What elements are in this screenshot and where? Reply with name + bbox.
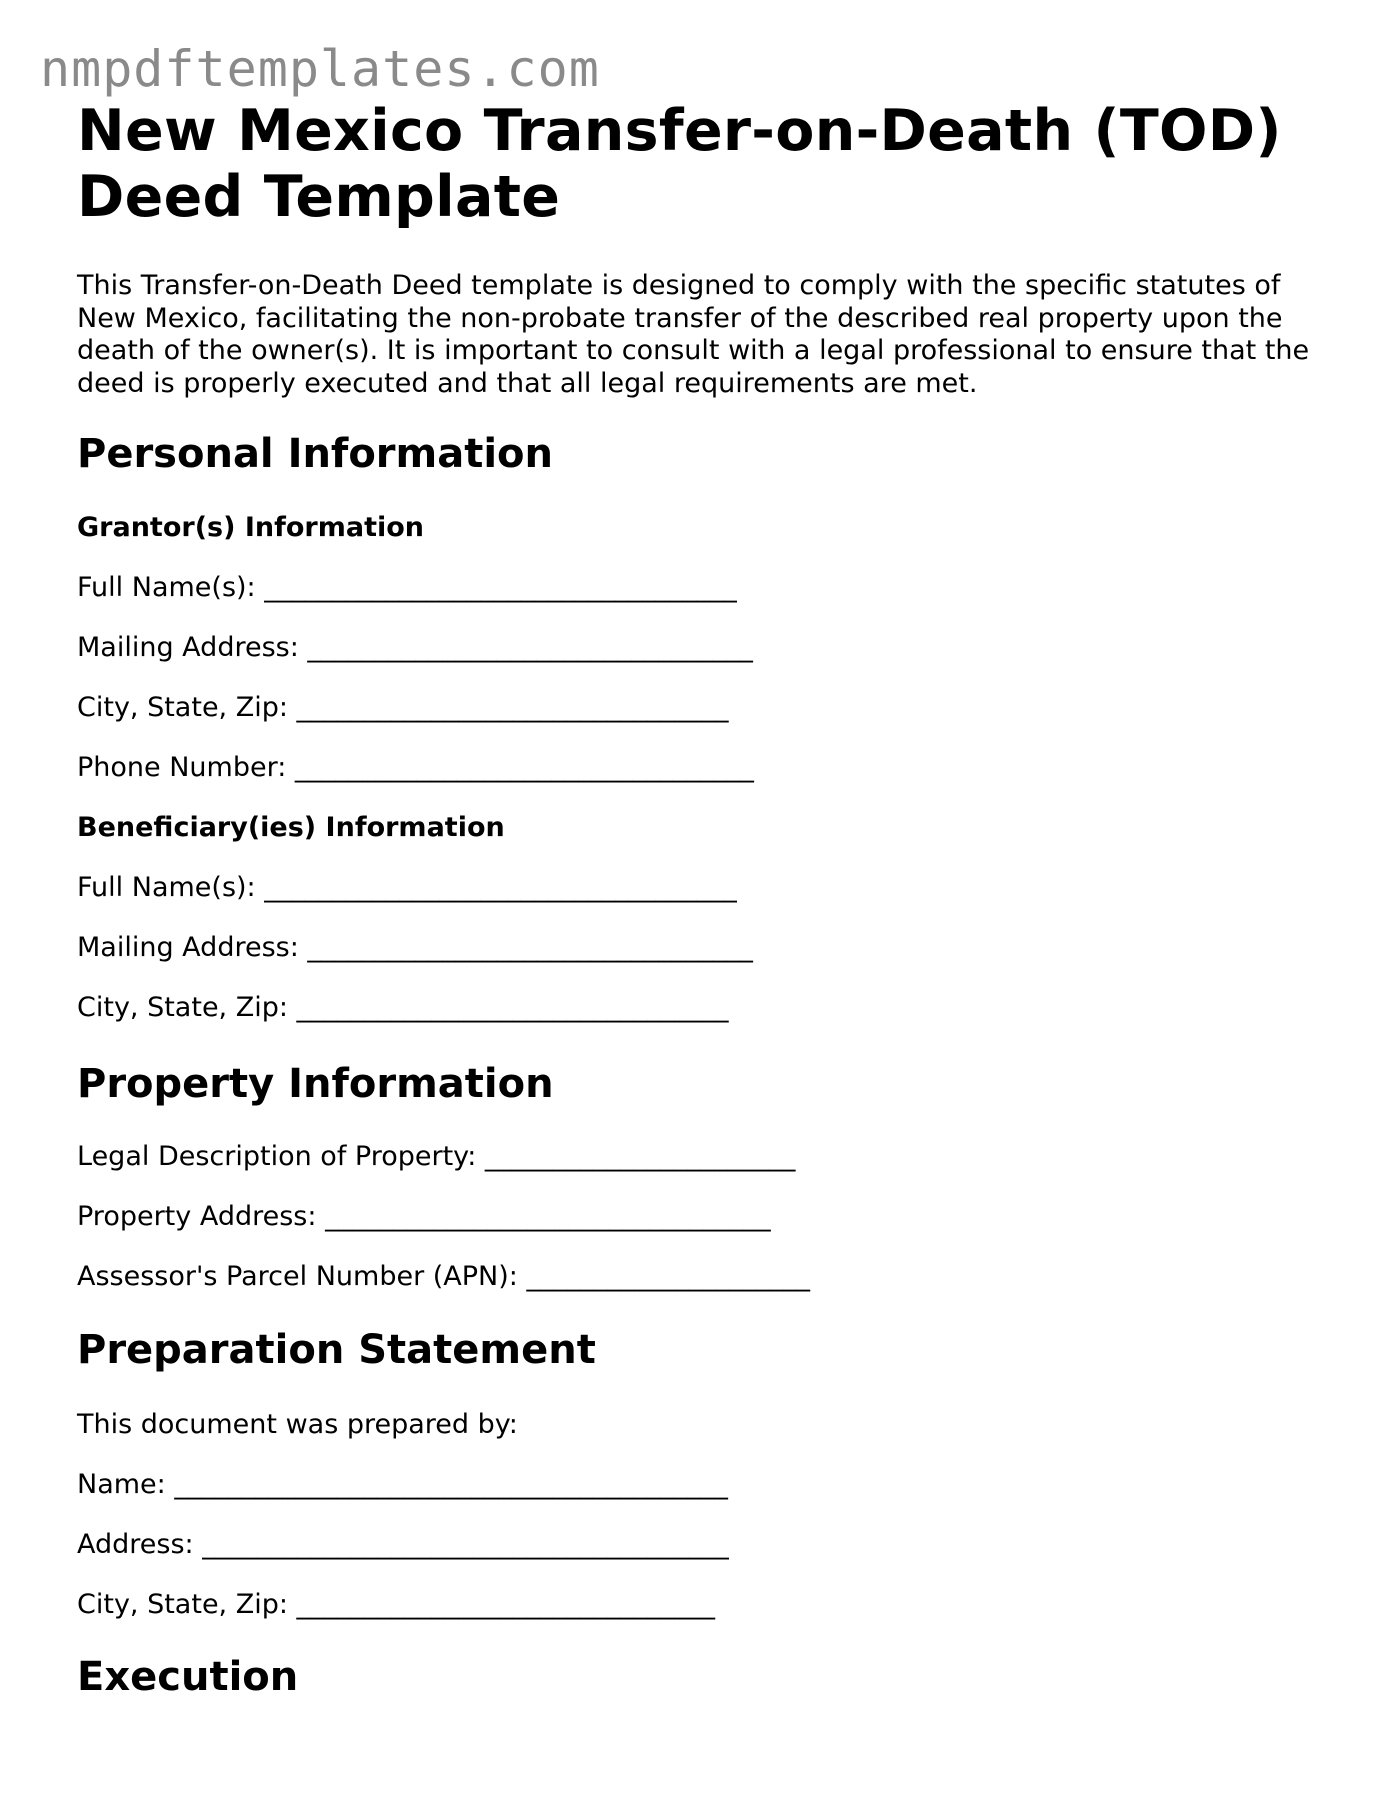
preparer-name-field[interactable] <box>77 1469 728 1501</box>
document <box>77 98 1337 400</box>
field-label: City, State, Zip: <box>77 692 288 723</box>
field-label: Full Name(s): <box>77 572 256 603</box>
field-blank[interactable]: _______________________________ <box>296 1589 716 1620</box>
field-blank[interactable]: _______________________________________ <box>202 1529 729 1560</box>
field-blank[interactable]: _________________________________________ <box>174 1469 728 1500</box>
grantor-info-heading: Grantor(s) Information <box>77 512 425 543</box>
field-blank[interactable]: _________________________________ <box>325 1201 771 1232</box>
beneficiary-info-heading: Beneficiary(ies) Information <box>77 812 505 843</box>
field-blank[interactable]: ________________________________ <box>296 992 729 1023</box>
field-blank[interactable]: ________________________________ <box>296 692 729 723</box>
property-info-heading: Property Information <box>77 1061 554 1107</box>
beneficiary-mailing-address-field[interactable] <box>77 932 753 964</box>
intro-paragraph: This Transfer-on-Death Deed template is designed to comply with the specific statutes of New Mexico, facilitating the non-probate transfer of the described real property upon the death of the owner(s). It is important to consult with a legal professional to ensure that the deed is properly executed and that all legal requirements are met. <box>77 270 1310 399</box>
field-label: Full Name(s): <box>77 872 256 903</box>
legal-description-field[interactable] <box>77 1141 795 1173</box>
field-blank[interactable]: _________________________________ <box>307 632 753 663</box>
field-label: Address: <box>77 1529 194 1560</box>
field-label: Mailing Address: <box>77 932 299 963</box>
field-blank[interactable]: _____________________ <box>526 1261 810 1292</box>
field-label: City, State, Zip: <box>77 992 288 1023</box>
field-blank[interactable]: ___________________________________ <box>264 872 737 903</box>
watermark: nmpdftemplates.com <box>40 40 600 98</box>
field-label: Property Address: <box>77 1201 317 1232</box>
grantor-mailing-address-field[interactable] <box>77 632 753 664</box>
field-blank[interactable]: ___________________________________ <box>264 572 737 603</box>
field-label: Assessor's Parcel Number (APN): <box>77 1261 518 1292</box>
grantor-phone-number-field[interactable] <box>77 752 754 784</box>
page-title: New Mexico Transfer-on-Death (TOD) Deed Template <box>77 98 1282 230</box>
preparation-heading: Preparation Statement <box>77 1327 596 1373</box>
personal-info-heading: Personal Information <box>77 431 553 477</box>
grantor-full-name-field[interactable] <box>77 572 737 604</box>
preparer-city-state-zip-field[interactable] <box>77 1589 715 1621</box>
execution-heading: Execution <box>77 1654 299 1700</box>
beneficiary-city-state-zip-field[interactable] <box>77 992 729 1024</box>
field-label: Name: <box>77 1469 166 1500</box>
property-address-field[interactable] <box>77 1201 771 1233</box>
apn-field[interactable] <box>77 1261 810 1293</box>
preparation-statement: This document was prepared by: <box>77 1409 518 1440</box>
beneficiary-full-name-field[interactable] <box>77 872 737 904</box>
field-label: Phone Number: <box>77 752 287 783</box>
field-label: Legal Description of Property: <box>77 1141 477 1172</box>
field-label: City, State, Zip: <box>77 1589 288 1620</box>
field-blank[interactable]: __________________________________ <box>294 752 754 783</box>
field-blank[interactable]: _______________________ <box>484 1141 796 1172</box>
preparer-address-field[interactable] <box>77 1529 729 1561</box>
field-label: Mailing Address: <box>77 632 299 663</box>
field-blank[interactable]: _________________________________ <box>307 932 753 963</box>
grantor-city-state-zip-field[interactable] <box>77 692 729 724</box>
